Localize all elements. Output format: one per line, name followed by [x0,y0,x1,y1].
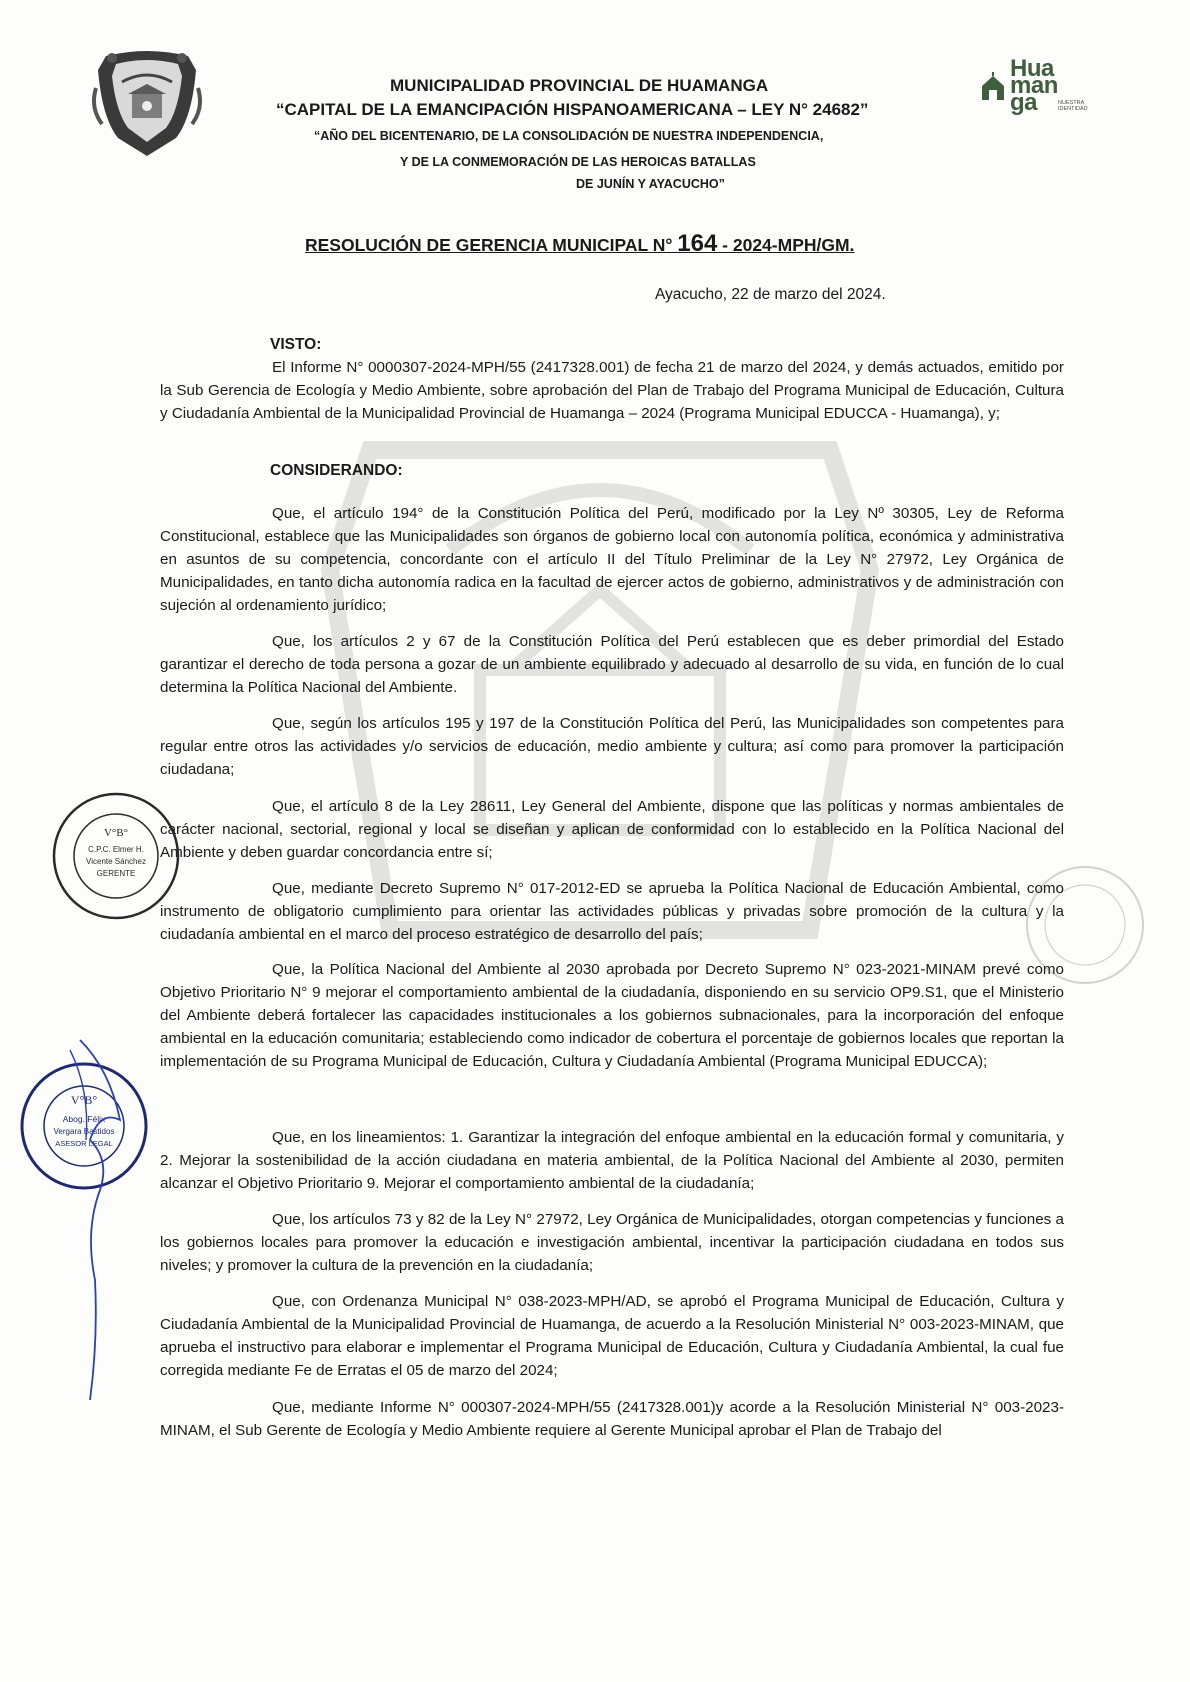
header-capital: “CAPITAL DE LA EMANCIPACIÓN HISPANOAMERICANA – LEY N° 24682” [276,100,869,119]
resolution-number: 164 [677,230,718,257]
brand-tagline: NUESTRA IDENTIDAD [1058,100,1088,112]
paragraph-considerando-4: Que, el artículo 8 de la Ley 28611, Ley General del Ambiente, dispone que las políticas y normas ambientales de carácter nacional, sectorial, regional y local se diseñan y aplican de conformidad con lo establecido en la Política Nacional del Ambiente y deben guardar concordancia entre sí; [160,798,1064,861]
header-year-line2: Y DE LA CONMEMORACIÓN DE LAS HEROICAS BATALLAS [400,155,756,169]
header-year-line3: DE JUNÍN Y AYACUCHO” [576,177,725,191]
huamanga-brand-logo [980,55,1090,122]
visto-heading: VISTO: [270,336,322,353]
title-suffix: - 2024-MPH/GM. [717,235,855,255]
stamp-vb-text: V°B° [103,827,129,839]
header-year-line1: “AÑO DEL BICENTENARIO, DE LA CONSOLIDACIÓN DE NUESTRA INDEPENDENCIA, [314,129,824,143]
house-mark-icon [980,72,1006,102]
stamp-line2: Vergara Bastidos [53,1127,115,1136]
municipal-crest-icon [92,48,202,160]
paragraph-visto: El Informe N° 0000307-2024-MPH/55 (2417328.001) de fecha 21 de marzo del 2024, y demás actuados, emitido por la Sub Gerencia de Ecología y Medio Ambiente, sobre aprobación del Plan de Trabajo del Programa Municipal de Educación, Cultura y Ciudadanía Ambiental de la Municipalidad Provincial de Huamanga – 2024 (Programa Municipal EDUCCA - Huamanga), y; [160,359,1064,422]
paragraph-considerando-3: Que, según los artículos 195 y 197 de la Constitución Política del Perú, las Municipalidades son competentes para regular entre otros las actividades y/o servicios de educación, medio ambiente y cultura; así como para promover la participación ciudadana; [160,715,1064,778]
stamp-vb-text: V°B° [70,1093,98,1107]
paragraph-considerando-8: Que, los artículos 73 y 82 de la Ley N° 27972, Ley Orgánica de Municipalidades, otorgan competencias y funciones a los gobiernos locales para promover la educación e investigación ambiental, incentivar la participación ciudadana en todos sus niveles; y promover la cultura de la prevención en la ciudadanía; [160,1211,1064,1274]
stamp-line2: Vicente Sánchez [86,857,146,866]
paragraph-considerando-9: Que, con Ordenanza Municipal N° 038-2023-MPH/AD, se aprobó el Programa Municipal de Educación, Cultura y Ciudadanía Ambiental de la Municipalidad Provincial de Huamanga, de acuerdo a la Resolución Ministerial N° 003-2023-MINAM, que aprueba el instructivo para elaborar e implementar el Programa Municipal de Educación, Cultura y Ciudadanía Ambiental, la cual fue corregida mediante Fe de Erratas el 05 de marzo del 2024; [160,1293,1064,1379]
resolution-title [305,230,854,258]
title-prefix: RESOLUCIÓN DE GERENCIA MUNICIPAL N° [305,235,678,255]
paragraph-considerando-7: Que, en los lineamientos: 1. Garantizar la integración del enfoque ambiental en la educación formal y comunitaria, y 2. Mejorar la sostenibilidad de la acción ciudadana en materia ambiental, de la Política Nacional del Ambiente al 2030, permiten alcanzar el Objetivo Prioritario 9. Mejorar el comportamiento ambiental de la ciudadanía; [160,1129,1064,1192]
handwritten-signature-icon [40,1030,150,1410]
brand-wordmark: Hua man ga [1010,55,1058,116]
paragraph-considerando-2: Que, los artículos 2 y 67 de la Constitución Política del Perú establecen que es deber primordial del Estado garantizar el derecho de toda persona a gozar de un ambiente equilibrado y adecuado al desarrollo de su vida, en función de lo cual determina la Política Nacional del Ambiente. [160,633,1064,696]
paragraph-considerando-10: Que, mediante Informe N° 000307-2024-MPH/55 (2417328.001)y acorde a la Resolución Ministerial N° 003-2023-MINAM, el Sub Gerente de Ecología y Medio Ambiente requiere al Gerente Municipal aprobar el Plan de Trabajo del [160,1399,1064,1439]
resolution-date: Ayacucho, 22 de marzo del 2024. [655,286,886,303]
stamp-line1: C.P.C. Elmer H. [88,845,144,854]
header-municipality: MUNICIPALIDAD PROVINCIAL DE HUAMANGA [390,76,769,95]
paragraph-considerando-1: Que, el artículo 194° de la Constitución Política del Perú, modificado por la Ley Nº 30305, Ley de Reforma Constitucional, establece que las Municipalidades son órganos de gobierno local con autonomía política, económica y administrativa en asuntos de su competencia, concordante con el artículo II del Título Preliminar de la Ley N° 27972, Ley Orgánica de Municipalidades, en tanto dicha autonomía radica en la facultad de ejercer actos de gobierno, administrativos y de administración con sujeción al ordenamiento jurídico; [160,505,1064,614]
stamp-line1: Abog. Félix [62,1114,106,1124]
paragraph-considerando-5: Que, mediante Decreto Supremo N° 017-2012-ED se aprueba la Política Nacional de Educación Ambiental, como instrumento de obligatorio cumplimiento para orientar las actividades públicas y privadas sobre promoción de la cultura y la ciudadanía ambiental en el marco del proceso estratégico de desarrollo del país; [160,880,1064,943]
stamp-line3: GERENTE [96,869,136,878]
considerando-heading: CONSIDERANDO: [270,462,403,479]
paragraph-considerando-6: Que, la Política Nacional del Ambiente al 2030 aprobada por Decreto Supremo N° 023-2021-MINAM prevé como Objetivo Prioritario N° 9 mejorar el comportamiento ambiental de la ciudadanía, disponiendo en su servicio OP9.S1, que el Ministerio del Ambiente deberá fortalecer las capacidades institucionales a los gobiernos subnacionales, para la incorporación del enfoque ambiental en la educación comunitaria; estableciendo como indicador de cobertura el porcentaje de gobiernos locales que reportan la implementación de su Programa Municipal de Educación, Cultura y Ciudadanía Ambiental (Programa Municipal EDUCCA); [160,961,1064,1070]
stamp-line3: ASESOR LEGAL [55,1139,113,1148]
